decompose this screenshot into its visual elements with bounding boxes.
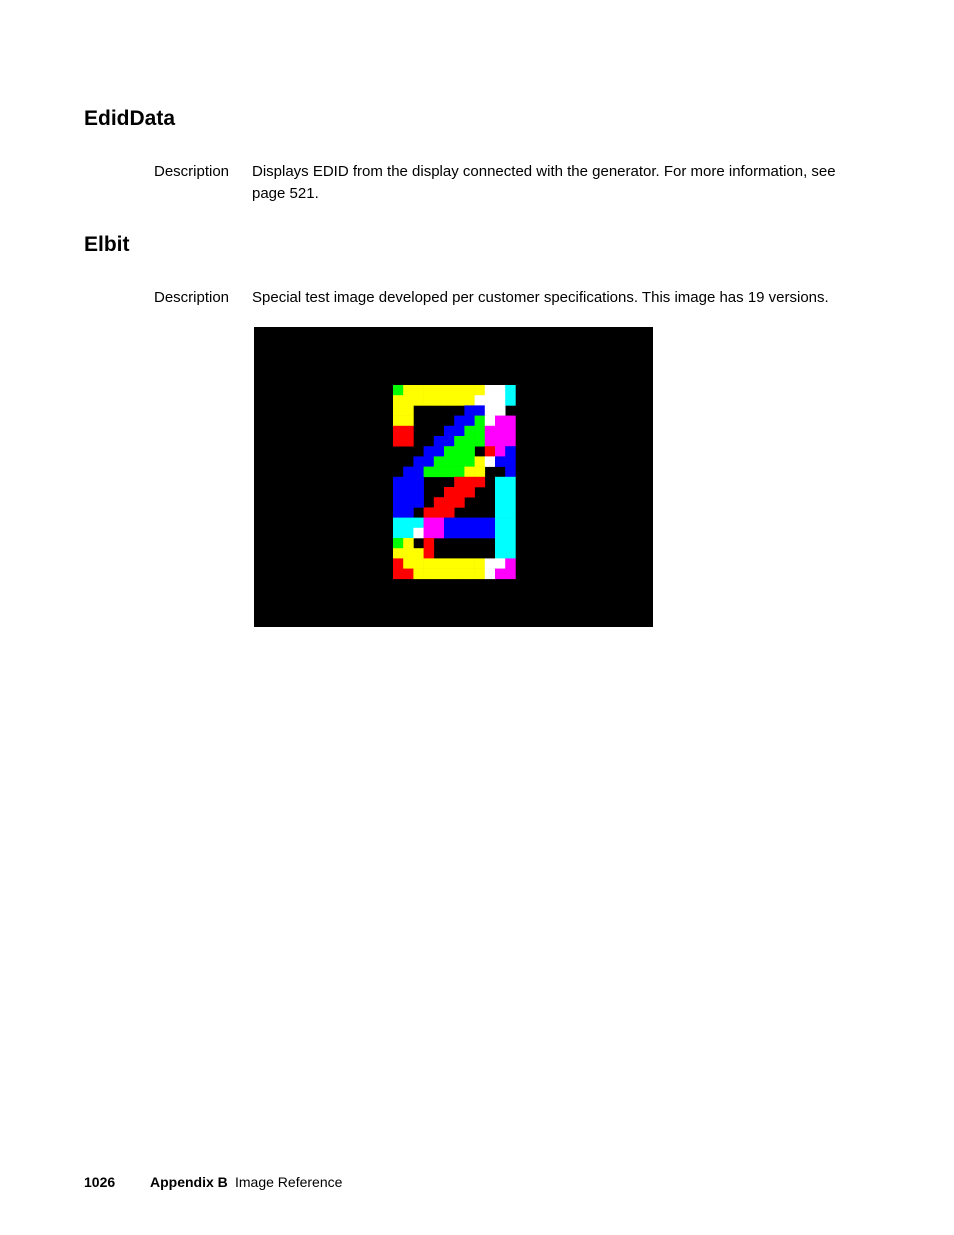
pattern-pixel	[464, 528, 475, 539]
pattern-pixel	[505, 385, 516, 396]
pattern-pixel	[403, 528, 414, 539]
pattern-pixel	[403, 569, 414, 580]
pattern-pixel	[393, 436, 404, 447]
pattern-pixel	[475, 558, 486, 569]
pattern-pixel	[464, 436, 475, 447]
description-label: Description	[154, 163, 230, 180]
pattern-pixel	[505, 528, 516, 539]
pattern-pixel	[393, 569, 404, 580]
pattern-pixel	[393, 477, 404, 488]
pattern-pixel	[464, 405, 475, 416]
pattern-pixel	[464, 477, 475, 488]
description-text-ediddata: Displays EDID from the display connected with the generator. For more information, see page 521.	[252, 163, 836, 202]
pattern-pixel	[495, 487, 506, 498]
pattern-pixel	[444, 528, 455, 539]
pattern-pixel	[505, 477, 516, 488]
pattern-pixel	[444, 456, 455, 467]
pattern-pixel	[485, 456, 496, 467]
pattern-pixel	[444, 569, 455, 580]
pattern-pixel	[424, 385, 435, 396]
pattern-pixel	[505, 497, 516, 508]
footer-chapter: Image Reference	[235, 1174, 343, 1190]
pattern-pixel	[475, 456, 486, 467]
pattern-pixel	[464, 426, 475, 437]
pattern-pixel	[505, 395, 516, 406]
pattern-pixel	[464, 558, 475, 569]
pattern-pixel	[495, 558, 506, 569]
pattern-pixel	[413, 477, 424, 488]
pattern-pixel	[495, 528, 506, 539]
pattern-pixel	[495, 538, 506, 549]
pattern-pixel	[413, 497, 424, 508]
pattern-pixel	[393, 507, 404, 518]
pattern-pixel	[393, 385, 404, 396]
pattern-pixel	[495, 497, 506, 508]
pattern-pixel	[403, 507, 414, 518]
pattern-pixel	[424, 518, 435, 529]
pattern-pixel	[464, 487, 475, 498]
pattern-pixel	[475, 395, 486, 406]
pattern-pixel	[454, 477, 465, 488]
pattern-pixel	[485, 558, 496, 569]
pattern-pixel	[495, 548, 506, 559]
pattern-pixel	[444, 507, 455, 518]
pattern-pixel	[403, 477, 414, 488]
pattern-pixel	[454, 518, 465, 529]
pattern-pixel	[393, 487, 404, 498]
pattern-pixel	[485, 426, 496, 437]
pattern-pixel	[434, 456, 445, 467]
pattern-pixel	[475, 385, 486, 396]
pattern-pixel	[403, 538, 414, 549]
pattern-pixel	[393, 426, 404, 437]
pattern-pixel	[403, 416, 414, 427]
pattern-pixel	[424, 467, 435, 478]
pattern-pixel	[505, 467, 516, 478]
pattern-pixel	[454, 436, 465, 447]
pattern-pixel	[495, 385, 506, 396]
pattern-pixel	[403, 497, 414, 508]
pattern-pixel	[495, 405, 506, 416]
pattern-pixel	[485, 528, 496, 539]
pattern-pixel	[424, 446, 435, 457]
pattern-pixel	[454, 385, 465, 396]
pattern-pixel	[434, 385, 445, 396]
pattern-pixel	[454, 569, 465, 580]
description-label: Description	[154, 289, 230, 306]
pattern-pixel	[413, 467, 424, 478]
pattern-pixel	[424, 456, 435, 467]
pattern-pixel	[485, 395, 496, 406]
pattern-pixel	[505, 416, 516, 427]
pattern-pixel	[505, 456, 516, 467]
pattern-pixel	[495, 518, 506, 529]
pattern-pixel	[454, 497, 465, 508]
pattern-pixel	[413, 528, 424, 539]
pattern-pixel	[434, 467, 445, 478]
pattern-pixel	[454, 467, 465, 478]
pattern-pixel	[434, 518, 445, 529]
pattern-pixel	[424, 548, 435, 559]
pattern-pixel	[424, 538, 435, 549]
pattern-pixel	[393, 405, 404, 416]
description-text-elbit: Special test image developed per customer specifications. This image has 19 versions.	[252, 289, 829, 306]
pattern-pixel	[505, 507, 516, 518]
pattern-pixel	[464, 416, 475, 427]
pattern-pixel	[444, 395, 455, 406]
pattern-pixel	[485, 518, 496, 529]
pattern-pixel	[444, 385, 455, 396]
pattern-pixel	[464, 569, 475, 580]
pattern-pixel	[393, 538, 404, 549]
pattern-pixel	[413, 558, 424, 569]
pattern-pixel	[464, 446, 475, 457]
pattern-pixel	[434, 446, 445, 457]
pattern-pixel	[413, 456, 424, 467]
pattern-pixel	[485, 569, 496, 580]
pattern-pixel	[495, 416, 506, 427]
pattern-pixel	[495, 446, 506, 457]
pattern-pixel	[505, 538, 516, 549]
pattern-pixel	[475, 477, 486, 488]
pattern-pixel	[424, 569, 435, 580]
pattern-pixel	[403, 487, 414, 498]
pattern-pixel	[464, 395, 475, 406]
pattern-pixel	[475, 436, 486, 447]
pattern-pixel	[424, 558, 435, 569]
pattern-pixel	[403, 436, 414, 447]
pattern-pixel	[413, 518, 424, 529]
pattern-pixel	[424, 507, 435, 518]
pattern-pixel	[444, 497, 455, 508]
pattern-pixel	[485, 405, 496, 416]
page-number: 1026	[84, 1174, 116, 1190]
pattern-pixel	[403, 385, 414, 396]
pattern-pixel	[393, 416, 404, 427]
pattern-pixel	[505, 569, 516, 580]
pattern-pixel	[464, 467, 475, 478]
pattern-pixel	[413, 395, 424, 406]
section-title-ediddata: EdidData	[84, 107, 176, 130]
pattern-pixel	[475, 426, 486, 437]
footer-appendix: Appendix B	[150, 1174, 228, 1190]
pattern-pixel	[475, 405, 486, 416]
pattern-pixel	[454, 395, 465, 406]
pattern-pixel	[444, 436, 455, 447]
pattern-pixel	[495, 477, 506, 488]
pattern-pixel	[434, 507, 445, 518]
pattern-pixel	[505, 446, 516, 457]
pattern-pixel	[444, 518, 455, 529]
pattern-pixel	[454, 487, 465, 498]
elbit-test-image	[254, 327, 653, 627]
pattern-pixel	[495, 395, 506, 406]
pattern-pixel	[495, 507, 506, 518]
pattern-pixel	[475, 569, 486, 580]
pattern-pixel	[413, 569, 424, 580]
pattern-pixel	[485, 436, 496, 447]
pattern-pixel	[505, 436, 516, 447]
pattern-pixel	[464, 456, 475, 467]
pattern-pixel	[505, 487, 516, 498]
pattern-pixel	[444, 426, 455, 437]
pattern-pixel	[505, 548, 516, 559]
pattern-pixel	[475, 416, 486, 427]
pattern-pixel	[495, 456, 506, 467]
pattern-pixel	[403, 426, 414, 437]
pattern-pixel	[434, 569, 445, 580]
pattern-pixel	[464, 385, 475, 396]
pattern-pixel	[454, 416, 465, 427]
pattern-pixel	[454, 528, 465, 539]
pattern-pixel	[434, 558, 445, 569]
pattern-pixel	[454, 426, 465, 437]
pattern-pixel	[495, 426, 506, 437]
pattern-pixel	[413, 548, 424, 559]
pattern-pixel	[505, 558, 516, 569]
pattern-pixel	[393, 528, 404, 539]
pattern-pixel	[505, 426, 516, 437]
pattern-pixel	[454, 558, 465, 569]
pattern-pixel	[393, 395, 404, 406]
pattern-pixel	[403, 548, 414, 559]
pattern-pixel	[403, 405, 414, 416]
pattern-pixel	[485, 416, 496, 427]
pattern-pixel	[444, 467, 455, 478]
pattern-pixel	[444, 487, 455, 498]
pattern-pixel	[444, 446, 455, 457]
pattern-pixel	[403, 467, 414, 478]
pattern-pixel	[475, 467, 486, 478]
pattern-pixel	[505, 518, 516, 529]
pattern-pixel	[454, 456, 465, 467]
pattern-pixel	[464, 518, 475, 529]
pattern-pixel	[413, 487, 424, 498]
pattern-pixel	[475, 528, 486, 539]
section-title-elbit: Elbit	[84, 233, 130, 256]
pattern-pixel	[475, 518, 486, 529]
pixel-pattern	[254, 327, 653, 627]
pattern-pixel	[424, 528, 435, 539]
pattern-pixel	[444, 558, 455, 569]
pattern-pixel	[393, 497, 404, 508]
pattern-pixel	[393, 558, 404, 569]
pattern-pixel	[434, 497, 445, 508]
pattern-pixel	[485, 385, 496, 396]
pattern-pixel	[454, 446, 465, 457]
pattern-pixel	[434, 436, 445, 447]
pattern-pixel	[434, 395, 445, 406]
pattern-pixel	[403, 395, 414, 406]
pattern-pixel	[424, 395, 435, 406]
pattern-pixel	[434, 528, 445, 539]
pattern-pixel	[495, 569, 506, 580]
pattern-pixel	[393, 548, 404, 559]
pattern-pixel	[403, 518, 414, 529]
pattern-pixel	[393, 518, 404, 529]
pattern-pixel	[403, 558, 414, 569]
pattern-pixel	[413, 385, 424, 396]
pattern-pixel	[495, 436, 506, 447]
pattern-pixel	[485, 446, 496, 457]
